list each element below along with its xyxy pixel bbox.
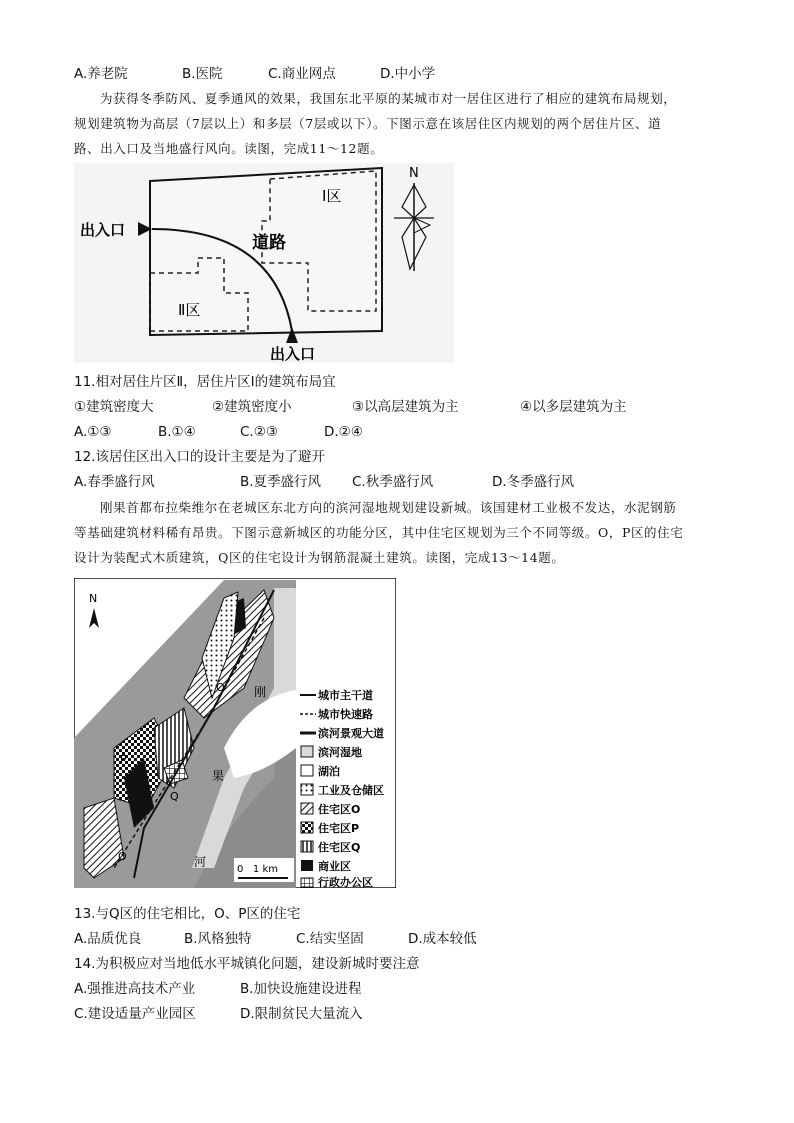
legend-item-residential-p: 住宅区P: [318, 822, 360, 835]
new-city-zoning-map: [74, 578, 396, 888]
q11-item-3: ③以高层建筑为主: [352, 399, 459, 415]
intro-11-12-line-2: 规划建筑物为高层（7层以上）和多层（7层或以下）。下图示意在该居住区内规划的两个居住片区、道: [74, 116, 662, 131]
q13-stem: 13.与Q区的住宅相比，O、P区的住宅: [74, 906, 301, 922]
legend-item-residential-o: 住宅区O: [318, 803, 361, 816]
intro-11-12-line-3: 路、出入口及当地盛行风向。读图，完成11～12题。: [74, 141, 384, 156]
q11-item-1: ①建筑密度大: [74, 399, 154, 415]
q11-option-c: C.②③: [240, 424, 278, 440]
north-label: N: [409, 166, 419, 181]
q11-option-d: D.②④: [324, 424, 363, 440]
q11-item-2: ②建筑密度小: [212, 399, 292, 415]
entrance-left-label: 出入口: [80, 221, 126, 239]
q13-option-d: D.成本较低: [408, 931, 477, 947]
legend-item-lake: 湖泊: [318, 765, 340, 778]
entrance-bottom-label: 出入口: [270, 345, 316, 363]
q14-option-b: B.加快设施建设进程: [240, 981, 362, 997]
q13-option-b: B.风格独特: [184, 931, 252, 947]
legend-item-admin: 行政办公区: [318, 876, 373, 888]
legend-item-main-road: 城市主干道: [318, 689, 373, 702]
legend-item-wetland: 滨河湿地: [318, 746, 362, 759]
legend-item-riverside-avenue: 滨河景观大道: [318, 727, 384, 740]
q12-option-b: B.夏季盛行风: [240, 474, 322, 490]
q12-option-a: A.春季盛行风: [74, 474, 155, 490]
q14-option-d: D.限制贫民大量流入: [240, 1006, 363, 1022]
legend-item-commercial: 商业区: [318, 860, 351, 873]
intro-11-12-line-1: 为获得冬季防风、夏季通风的效果，我国东北平原的某城市对一居住区进行了相应的建筑布局规划，: [100, 91, 677, 106]
q10-option-a: A.养老院: [74, 66, 128, 82]
map-north-label: N: [89, 592, 98, 605]
intro-13-14-line-1: 刚果首都布拉柴维尔在老城区东北方向的滨河湿地规划建设新城。该国建材工业极不发达，水泥钢筋: [100, 500, 677, 515]
q11-item-4: ④以多层建筑为主: [520, 399, 627, 415]
q13-option-a: A.品质优良: [74, 931, 142, 947]
intro-13-14-line-3: 设计为装配式木质建筑，Q区的住宅设计为钢筋混凝土建筑。读图，完成13～14题。: [74, 550, 565, 565]
river-char-2: 果: [212, 769, 225, 783]
q10-option-b: B.医院: [182, 66, 223, 82]
map-label-q: Q: [170, 790, 179, 803]
legend-item-industrial: 工业及仓储区: [318, 784, 384, 797]
q10-option-c: C.商业网点: [268, 66, 336, 82]
q14-option-c: C.建设适量产业园区: [74, 1006, 196, 1022]
map-label-p: P: [120, 753, 127, 766]
q12-option-c: C.秋季盛行风: [352, 474, 434, 490]
scale-bar-label: 0 1 km: [237, 864, 278, 875]
q11-option-a: A.①③: [74, 424, 112, 440]
river-char-3: 河: [194, 855, 207, 869]
map-label-o-1: O: [216, 681, 225, 694]
legend-item-express-road: 城市快速路: [318, 708, 373, 721]
river-char-1: 刚: [254, 685, 267, 699]
map-label-o-2: O: [118, 850, 127, 863]
q14-stem: 14.为积极应对当地低水平城镇化问题，建设新城时要注意: [74, 956, 420, 972]
residential-layout-figure: [74, 163, 454, 363]
legend-item-residential-q: 住宅区Q: [318, 841, 361, 854]
intro-13-14-line-2: 等基础建筑材料稀有昂贵。下图示意新城区的功能分区，其中住宅区规划为三个不同等级。O，P区的住宅: [74, 525, 684, 540]
q11-option-b: B.①④: [158, 424, 196, 440]
q12-option-d: D.冬季盛行风: [492, 474, 575, 490]
q10-option-d: D.中小学: [380, 66, 436, 82]
q12-stem: 12.该居住区出入口的设计主要是为了避开: [74, 449, 325, 465]
q11-stem: 11.相对居住片区Ⅱ，居住片区Ⅰ的建筑布局宜: [74, 374, 336, 390]
q14-option-a: A.强推进高技术产业: [74, 981, 196, 997]
zone-1-label: Ⅰ区: [322, 187, 342, 205]
q13-option-c: C.结实坚固: [296, 931, 364, 947]
zone-2-label: Ⅱ区: [178, 301, 201, 319]
road-label: 道路: [252, 233, 286, 253]
